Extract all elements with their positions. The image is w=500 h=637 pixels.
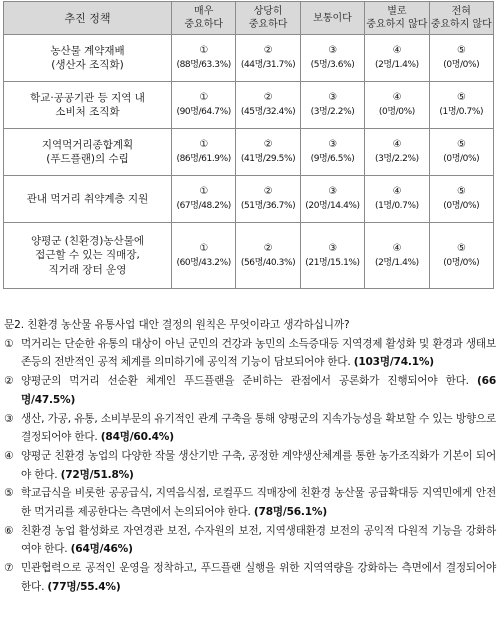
response-cell xyxy=(236,35,300,82)
option-number: ④ xyxy=(392,139,402,150)
header-quite-important: 상당히 중요하다 xyxy=(236,2,300,35)
response-cell xyxy=(429,35,493,82)
option-result: (77명/55.4%) xyxy=(47,580,121,593)
response-count: (45명/32.4%) xyxy=(240,107,296,117)
option-marker: ⑦ xyxy=(4,562,14,575)
answer-option xyxy=(4,447,496,484)
response-cell xyxy=(236,176,300,223)
option-result: (78명/56.1%) xyxy=(253,506,327,519)
response-count: (90명/64.7%) xyxy=(176,107,231,117)
option-number: ② xyxy=(263,92,273,103)
option-number: ① xyxy=(199,45,208,56)
option-marker: ② xyxy=(4,375,14,388)
option-text: 민관협력으로 공적인 운영을 정착하고, 푸드플랜 실행을 위한 지역역량을 강화하는 측면에서 결정되어야 한다. xyxy=(21,562,496,593)
response-count: (1명/0.7%) xyxy=(439,107,484,117)
response-cell xyxy=(365,176,429,223)
option-result: (103명/74.1%) xyxy=(353,356,434,369)
response-count: (67명/48.2%) xyxy=(176,201,231,211)
table-header-row xyxy=(4,2,494,35)
policy-importance-table xyxy=(3,1,494,289)
option-number: ③ xyxy=(328,186,337,197)
option-result: (84명/60.4%) xyxy=(100,431,174,444)
response-cell xyxy=(236,82,300,129)
answer-option xyxy=(4,372,496,409)
response-cell xyxy=(172,35,236,82)
header-not-very-important: 별로 중요하지 않다 xyxy=(365,2,429,35)
table-row xyxy=(4,176,494,223)
option-number: ③ xyxy=(328,242,337,254)
option-number: ③ xyxy=(328,139,337,150)
response-cell xyxy=(236,129,300,176)
response-cell xyxy=(172,176,236,223)
response-cell xyxy=(300,176,364,223)
answer-option xyxy=(4,484,496,521)
option-text: 양평군 친환경 농업의 다양한 작물 생산기반 구축, 공정한 계약생산체계를 통한 농가조직화가 기본이 되어야 한다. xyxy=(21,449,496,481)
answer-option xyxy=(4,335,496,372)
option-text: 학교급식을 비롯한 공공급식, 지역음식점, 로컬푸드 직매장에 친환경 농산물 공급확대등 지역민에게 안전한 먹거리를 제공한다는 측면에서 논의되어야 한다. xyxy=(21,487,496,519)
response-count: (88명/63.3%) xyxy=(176,60,231,70)
response-count: (44명/31.7%) xyxy=(240,60,296,70)
option-result: (64명/46%) xyxy=(70,543,133,556)
option-number: ④ xyxy=(392,242,402,254)
response-cell xyxy=(365,129,429,176)
response-cell xyxy=(300,223,364,289)
response-count: (0명/0%) xyxy=(443,201,480,211)
option-number: ⑤ xyxy=(456,186,466,197)
option-number: ② xyxy=(263,139,273,150)
response-count: (56명/40.3%) xyxy=(240,257,296,268)
question-2-options xyxy=(4,335,496,597)
response-count: (41명/29.5%) xyxy=(240,154,296,164)
response-count: (9명/6.5%) xyxy=(310,154,355,164)
response-count: (2명/1.4%) xyxy=(374,60,419,70)
option-number: ⑤ xyxy=(456,45,466,56)
table-row xyxy=(4,35,494,82)
option-number: ③ xyxy=(328,92,337,103)
response-cell xyxy=(429,82,493,129)
response-count: (0명/0%) xyxy=(443,154,480,164)
response-cell xyxy=(172,129,236,176)
response-count: (86명/61.9%) xyxy=(176,154,231,164)
question-2-title: 문2. 친환경 농산물 유통사업 대안 결정의 원칙은 무엇이라고 생각하십니까? xyxy=(4,319,350,331)
option-number: ① xyxy=(199,92,208,103)
response-count: (0명/0%) xyxy=(443,257,480,268)
policy-cell: 농산물 계약재배 (생산자 조직화) xyxy=(4,35,172,82)
option-number: ① xyxy=(199,139,208,150)
response-cell xyxy=(236,223,300,289)
option-result: (66명/47.5%) xyxy=(21,375,496,406)
answer-option xyxy=(4,522,496,559)
option-number: ④ xyxy=(392,92,402,103)
option-number: ② xyxy=(263,45,273,56)
response-count: (1명/0.7%) xyxy=(374,201,419,211)
response-cell xyxy=(365,35,429,82)
response-count: (5명/3.6%) xyxy=(310,60,355,70)
option-marker: ④ xyxy=(4,449,14,462)
response-cell xyxy=(429,176,493,223)
option-number: ① xyxy=(199,186,208,197)
option-text: 친환경 농업 활성화로 자연경관 보전, 수자원의 보전, 지역생태환경 보전의 공익적 다원적 기능을 강화하여야 한다. xyxy=(21,524,496,556)
header-very-important: 매우 중요하다 xyxy=(172,2,236,35)
policy-cell: 지역먹거리종합계획 (푸드플랜)의 수립 xyxy=(4,129,172,176)
response-count: (21명/15.1%) xyxy=(305,257,360,268)
answer-option xyxy=(4,559,496,596)
option-text: 양평군의 먹거리 선순환 체계인 푸드플랜을 준비하는 관점에서 공론화가 진행되어야 한다. xyxy=(21,375,478,388)
option-number: ④ xyxy=(392,186,402,197)
response-cell xyxy=(429,129,493,176)
option-number: ③ xyxy=(328,45,337,56)
option-number: ② xyxy=(263,186,273,197)
policy-cell: 학교·공공기관 등 지역 내 소비처 조직화 xyxy=(4,82,172,129)
option-marker: ① xyxy=(4,337,14,350)
response-cell xyxy=(300,35,364,82)
response-count: (51명/36.7%) xyxy=(240,201,296,211)
response-count: (3명/2.2%) xyxy=(310,107,355,117)
response-cell xyxy=(172,223,236,289)
option-number: ④ xyxy=(392,45,402,56)
option-marker: ③ xyxy=(4,412,14,425)
response-count: (20명/14.4%) xyxy=(305,201,360,211)
response-cell xyxy=(429,223,493,289)
option-number: ① xyxy=(199,242,208,254)
response-count: (0명/0%) xyxy=(378,107,415,117)
table-row xyxy=(4,82,494,129)
header-not-important-at-all: 전혀 중요하지 않다 xyxy=(429,2,493,35)
option-number: ⑤ xyxy=(456,242,466,254)
answer-option xyxy=(4,410,496,447)
response-cell xyxy=(300,129,364,176)
option-text: 생산, 가공, 유통, 소비부문의 유기적인 관계 구축을 통해 양평군의 지속가능성을 확보할 수 있는 방향으로 결정되어야 한다. xyxy=(21,412,496,444)
response-count: (2명/1.4%) xyxy=(374,257,419,268)
table-row xyxy=(4,129,494,176)
question-2-section xyxy=(4,316,496,597)
table-row xyxy=(4,223,494,289)
response-cell xyxy=(172,82,236,129)
response-cell xyxy=(300,82,364,129)
policy-cell: 관내 먹거리 취약계층 지원 xyxy=(4,176,172,223)
option-result: (72명/51.8%) xyxy=(60,468,134,481)
response-count: (60명/43.2%) xyxy=(176,257,231,268)
response-count: (3명/2.2%) xyxy=(374,154,419,164)
option-marker: ⑥ xyxy=(4,524,14,537)
option-marker: ⑤ xyxy=(4,487,14,500)
option-number: ⑤ xyxy=(456,139,466,150)
response-cell xyxy=(365,82,429,129)
option-number: ② xyxy=(263,242,273,254)
response-cell xyxy=(365,223,429,289)
policy-cell: 양평군 (친환경)농산물에 접근할 수 있는 직매장, 직거래 장터 운영 xyxy=(4,223,172,289)
header-policy: 추진 정책 xyxy=(4,2,172,35)
response-count: (0명/0%) xyxy=(443,60,480,70)
option-text: 먹거리는 단순한 유통의 대상이 아닌 군민의 건강과 농민의 소득증대등 지역경제 활성화 및 환경과 생태보존등의 전반적인 공적 체계를 의미하기에 공익적 기능이 담보되어야 한다. xyxy=(21,337,496,369)
option-number: ⑤ xyxy=(456,92,466,103)
header-neutral: 보통이다 xyxy=(300,2,364,35)
